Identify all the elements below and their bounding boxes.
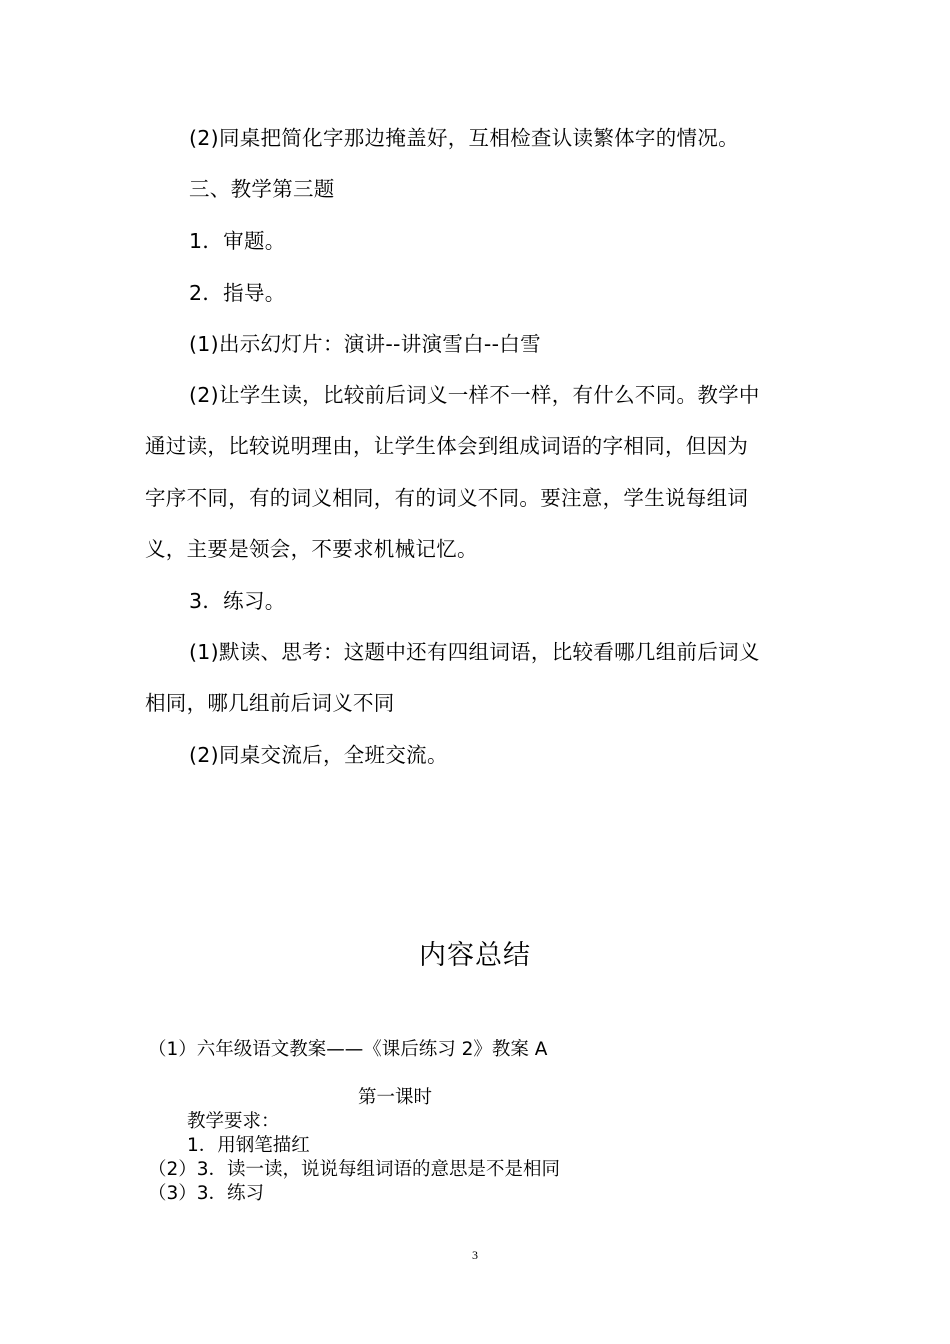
body-line-5: (1)出示幻灯片：演讲--讲演雪白--白雪: [189, 332, 541, 356]
summary-line-3: 教学要求：: [187, 1111, 280, 1132]
page-number: 3: [472, 1248, 478, 1262]
summary-line-1: （1）六年级语文教案——《课后练习 2》教案 A: [148, 1039, 548, 1060]
body-line-12: 相同，哪几组前后词义不同: [145, 691, 395, 715]
body-line-1: (2)同桌把简化字那边掩盖好，互相检查认读繁体字的情况。: [189, 126, 739, 150]
body-line-9: 义，主要是领会，不要求机械记忆。: [145, 537, 478, 561]
section-heading: 三、教学第三题: [189, 177, 335, 201]
summary-line-2: 第一课时: [358, 1087, 433, 1108]
summary-line-4: 1．用钢笔描红: [187, 1135, 310, 1156]
body-line-8: 字序不同，有的词义相同，有的词义不同。要注意，学生说每组词: [145, 486, 749, 510]
body-line-3: 1．审题。: [189, 229, 286, 253]
body-line-10: 3．练习。: [189, 589, 286, 613]
body-line-13: (2)同桌交流后，全班交流。: [189, 743, 448, 767]
summary-line-5: （2）3．读一读，说说每组词语的意思是不是相同: [148, 1159, 561, 1180]
summary-line-6: （3）3．练习: [148, 1183, 265, 1204]
body-line-6: (2)让学生读，比较前后词义一样不一样，有什么不同。教学中: [189, 383, 760, 407]
summary-title: 内容总结: [419, 940, 531, 971]
body-line-4: 2．指导。: [189, 281, 286, 305]
body-line-11: (1)默读、思考：这题中还有四组词语，比较看哪几组前后词义: [189, 640, 760, 664]
body-line-7: 通过读，比较说明理由，让学生体会到组成词语的字相同，但因为: [145, 434, 749, 458]
